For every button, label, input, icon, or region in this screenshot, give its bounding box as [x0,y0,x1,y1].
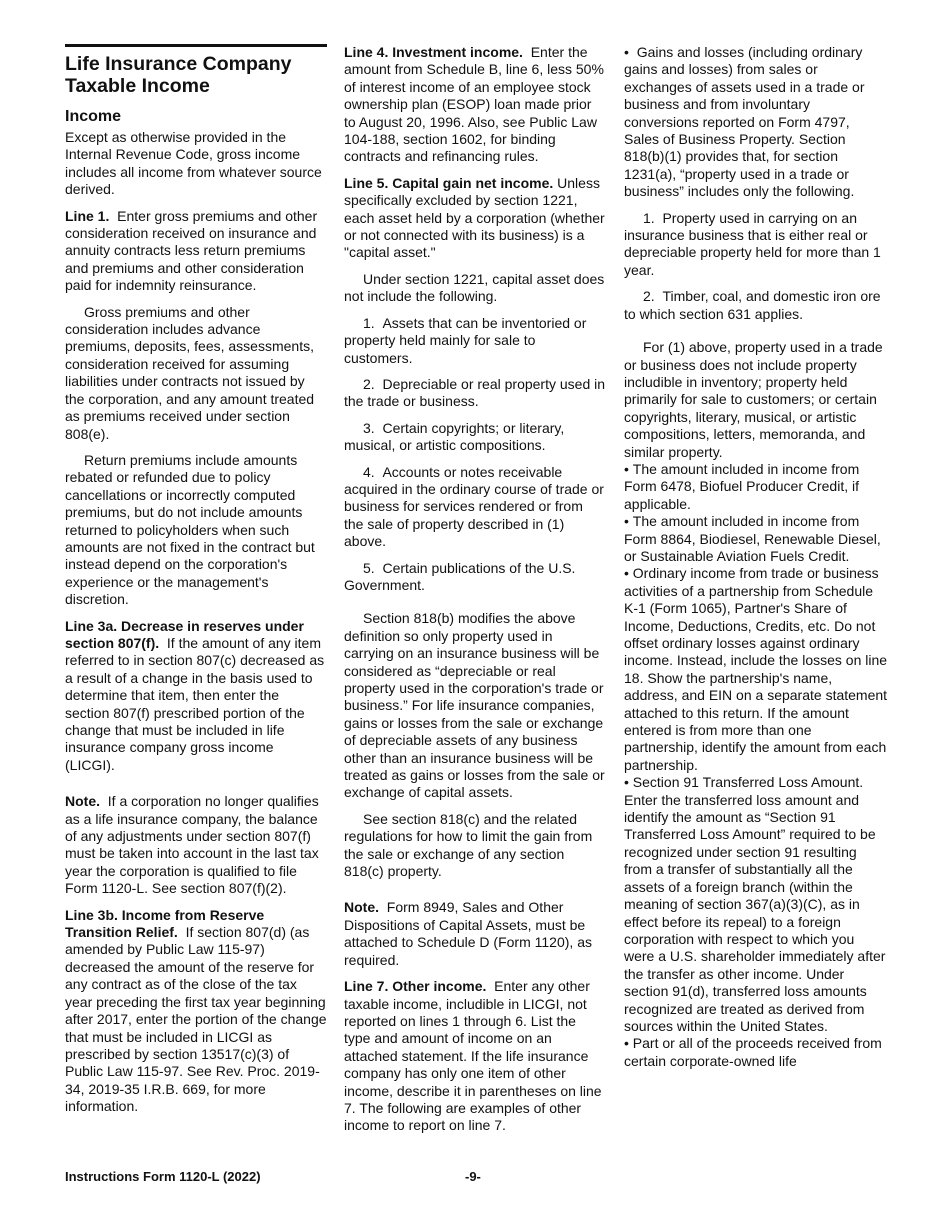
bullet-form-6478: • The amount included in income from Form 6478, Biofuel Producer Credit, if applicable. [624,461,888,513]
section818c-paragraph: See section 818(c) and the related regulations for how to limit the gain from the sale or exchange of any section 818(c) property. [344,810,593,880]
line3a-paragraph [65,618,327,775]
note-paragraph [65,793,327,897]
footer-form-title: Instructions Form 1120-L (2022) [65,1169,261,1184]
line5-paragraph [344,175,606,262]
list-item: 4. Accounts or notes receivable acquired in the ordinary course of trade or business for services rendered or from the sale of property described in (1) above. [344,463,604,550]
bullet-text: Gains and losses (including ordinary gains and losses) from sales or exchanges of assets used in a trade or business and from involuntary conversions reported on Form 4797, Sales of Business Property. Section 818(b)(1) provides that, for section 1231(a), “property used in a trade or business” includes only the following. [624,44,865,200]
list-item: 2. Timber, coal, and domestic iron ore to which section 631 applies. [624,288,881,322]
column-middle [344,44,606,1144]
line3b-heading: Line 3b. Income from Reserve Transition Relief. [65,906,265,941]
bullet-form-8864: • The amount included in income from Form 8864, Biodiesel, Renewable Diesel, or Sustainable Aviation Fuels Credit. [624,513,888,565]
note-text: Form 8949, Sales and Other Dispositions of Capital Assets, must be attached to Schedule D (Form 1120), as required. [344,899,592,968]
line1-heading: Line 1. [65,207,110,224]
bullet-gains-losses [624,44,888,201]
property-paragraph: For (1) above, property used in a trade or business does not include property includible in inventory; property held primarily for sale to customers; or certain copyrights, literary, musical, or artistic compositions, letters, memoranda, and similar property. [624,339,883,460]
bullet-proceeds: • Part or all of the proceeds received from certain corporate-owned life [624,1035,888,1070]
line7-paragraph [344,978,606,1135]
note-text: If a corporation no longer qualifies as a life insurance company, the balance of any adjustments under section 807(f) must be taken into account in the last tax year the corporation is qualified to file Form 1120-L. See section 807(f)(2). [65,793,319,897]
line3b-text: If section 807(d) (as amended by Public Law 115-97) decreased the amount of the reserve for any contract as of the close of the tax year preceding the first tax year beginning after 2017, enter the portion of the change that must be included in LICGI as prescribed by section 13517(c)(3) of Public Law 115-97. See Rev. Proc. 2019-34, 2019-35 I.R.B. 669, for more information. [65,924,327,1115]
section-rule [65,44,327,47]
line3a-heading: Line 3a. Decrease in reserves under section 807(f). [65,617,304,651]
section818b-paragraph: Section 818(b) modifies the above definition so only property used in carrying on an insurance business will be considered as “depreciable or real property used in the corporation's trade or business.” For life insurance companies, gains or losses from the sale or exchange of depreciable assets of any business other than an insurance business will be treated as gains or losses from the sale or exchange of capital assets. [344,610,605,801]
bullet-partnership: • Ordinary income from trade or business activities of a partnership from Schedule K-1 (Form 1065), Partner's Share of Income, Deductions, Credits, etc. Do not offset ordinary losses against ordinary income. Instead, include the losses on line 18. Show the partnership's name, address, and EIN on a separate statement attached to this return. If the amount entered is from more than one partnership, identify the amount from each partnership. [624,565,888,774]
line7-text: Enter any other taxable income, includible in LICGI, not reported on lines 1 through 6. List the type and amount of income on an attached statement. If the life insurance company has only one item of other income, describe it in parentheses on line 7. The following are examples of other income to report on line 7. [344,978,602,1134]
column-right [624,44,888,1070]
line7-heading: Line 7. Other income. [344,978,487,995]
note-paragraph [344,899,606,969]
gross-premiums-paragraph: Gross premiums and other consideration includes advance premiums, deposits, fees, assessments, consideration received for assuming liabilities under contracts not issued by the corporation, and any amount treated as premiums received under section 808(e). [65,303,315,442]
note-heading: Note. [65,793,100,810]
line5-heading: Line 5. Capital gain net income. [344,174,554,191]
line3b-paragraph [65,907,327,1116]
line4-paragraph [344,44,606,166]
list-item: 5. Certain publications of the U.S. Government. [344,559,576,593]
line5-text: Unless specifically excluded by section 1221, each asset held by a corporation (whether or not connected with its business) is a "capital asset." [344,174,605,261]
note-heading: Note. [344,899,379,916]
list-item: 1. Property used in carrying on an insurance business that is either real or depreciable property held for more than 1 year. [624,209,881,278]
return-premiums-paragraph: Return premiums include amounts rebated or refunded due to policy cancellations or incorrectly computed premiums, but do not include amounts returned to policyholders when such amounts are not fixed in the contract but instead depend on the corporation's experience or the management's discretion. [65,451,315,608]
bullet-icon: • [624,44,629,60]
income-subheading: Income [65,108,122,125]
list-item: 3. Certain copyrights; or literary, musical, or artistic compositions. [344,419,565,454]
bullet-section-91: • Section 91 Transferred Loss Amount. Enter the transferred loss amount and identify the amount as “Section 91 Transferred Loss Amount” required to be recognized under section 91 resulting from a transfer of substantially all the assets of a foreign branch (within the meaning of section 367(a)(3)(C), as in effect before its repeal) to a foreign corporation with respect to which you were a U.S. shareholder immediately after the transfer as other income. Under section 91(d), transferred loss amounts recognized are treated as derived from sources within the United States. [624,774,888,1035]
section-heading: Life Insurance Company Taxable Income [65,53,292,97]
section1221-paragraph: Under section 1221, capital asset does not include the following. [344,270,605,305]
line1-paragraph [65,208,327,295]
line4-heading: Line 4. Investment income. [344,44,523,60]
line4-text: Enter the amount from Schedule B, line 6, less 50% of interest income of an employee stock ownership plan (ESOP) loan made prior to August 20, 1996. Also, see Public Law 104-188, section 1602, for binding contracts and refinancing rules. [344,44,604,165]
list-item: 1. Assets that can be inventoried or property held mainly for sale to customers. [344,314,587,366]
list-item: 2. Depreciable or real property used in the trade or business. [344,375,606,410]
column-left [65,44,327,1125]
income-intro: Except as otherwise provided in the Internal Revenue Code, gross income includes all income from whatever source derived. [65,129,322,198]
page-number: -9- [465,1169,481,1184]
line3a-text: If the amount of any item referred to in section 807(c) decreased as a result of a change in the basis used to determine that item, then enter the section 807(f) prescribed portion of the change that must be included in life insurance company gross income (LICGI). [65,634,325,773]
line1-text: Enter gross premiums and other consideration received on insurance and annuity contracts less return premiums and premiums and other consideration paid for indemnity reinsurance. [65,207,318,294]
